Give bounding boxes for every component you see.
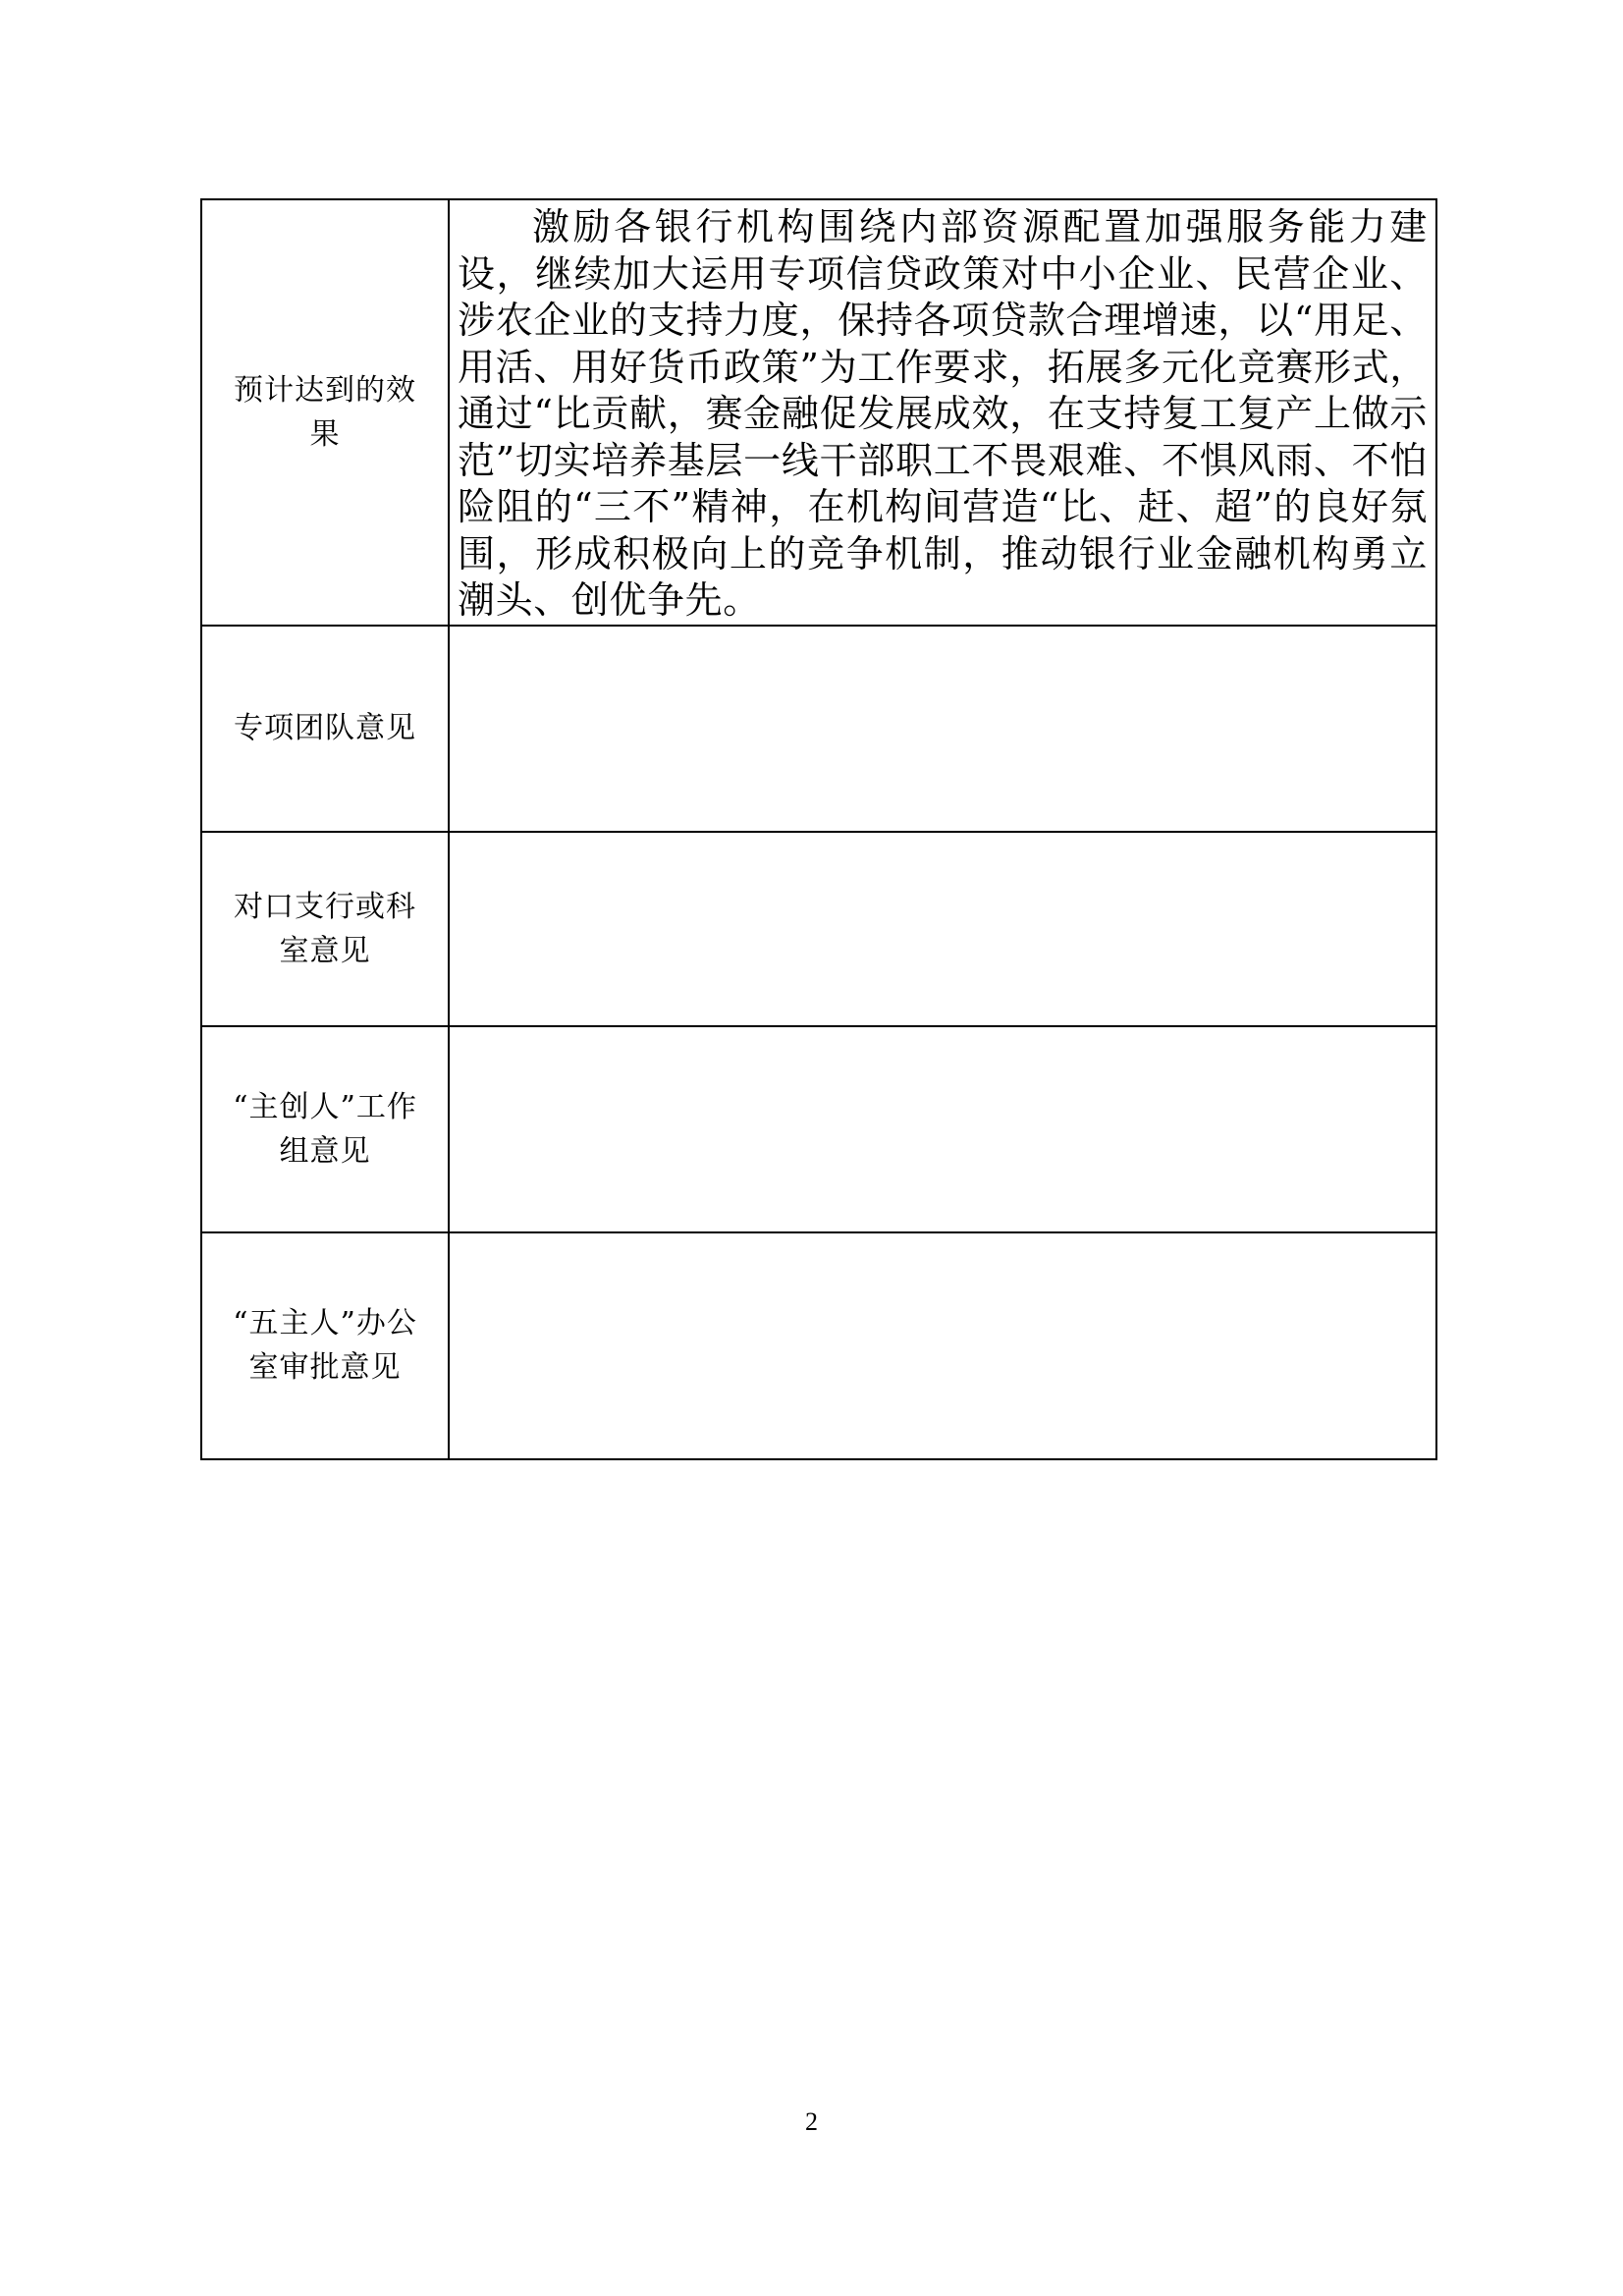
creator-group-opinion-row xyxy=(201,1026,1436,1232)
special-team-opinion-label: 专项团队意见 xyxy=(234,711,416,745)
special-team-opinion-field[interactable] xyxy=(449,626,1436,832)
branch-opinion-label: 对口支行或科 室意见 xyxy=(234,889,416,968)
page-number: 2 xyxy=(805,2107,818,2136)
special-team-opinion-row xyxy=(201,626,1436,832)
office-approval-row xyxy=(201,1232,1436,1459)
branch-opinion-label-cell xyxy=(201,832,449,1026)
creator-group-opinion-label-cell xyxy=(201,1026,449,1232)
expected-effect-row xyxy=(201,199,1436,626)
expected-effect-text: 激励各银行机构围绕内部资源配置加强服务能力建设，继续加大运用专项信贷政策对中小企业、民营企业、涉农企业的支持力度，保持各项贷款合理增速，以“用足、用活、用好货币政策”为工作要求，拓展多元化竞赛形式，通过“比贡献，赛金融促发展成效，在支持复工复产上做示范”切实培养基层一线干部职工不畏艰难、不惧风雨、不怕险阻的“三不”精神，在机构间营造“比、赶、超”的良好氛围，形成积极向上的竞争机制，推动银行业金融机构勇立潮头、创优争先。 xyxy=(458,205,1428,622)
office-approval-label: “五主人”办公 室审批意见 xyxy=(233,1306,417,1385)
creator-group-opinion-field[interactable] xyxy=(449,1026,1436,1232)
expected-effect-content-cell xyxy=(449,199,1436,626)
branch-opinion-text xyxy=(450,833,1435,837)
creator-group-opinion-label: “主创人”工作 组意见 xyxy=(233,1089,417,1169)
expected-effect-label: 预计达到的效 果 xyxy=(234,372,416,452)
expected-effect-label-cell xyxy=(201,199,449,626)
office-approval-field[interactable] xyxy=(449,1232,1436,1459)
office-approval-label-cell xyxy=(201,1232,449,1459)
special-team-opinion-text xyxy=(450,627,1435,630)
opinion-form-table xyxy=(200,198,1437,1460)
special-team-opinion-label-cell xyxy=(201,626,449,832)
office-approval-text xyxy=(450,1233,1435,1237)
creator-group-opinion-text xyxy=(450,1027,1435,1031)
branch-opinion-field[interactable] xyxy=(449,832,1436,1026)
branch-opinion-row xyxy=(201,832,1436,1026)
